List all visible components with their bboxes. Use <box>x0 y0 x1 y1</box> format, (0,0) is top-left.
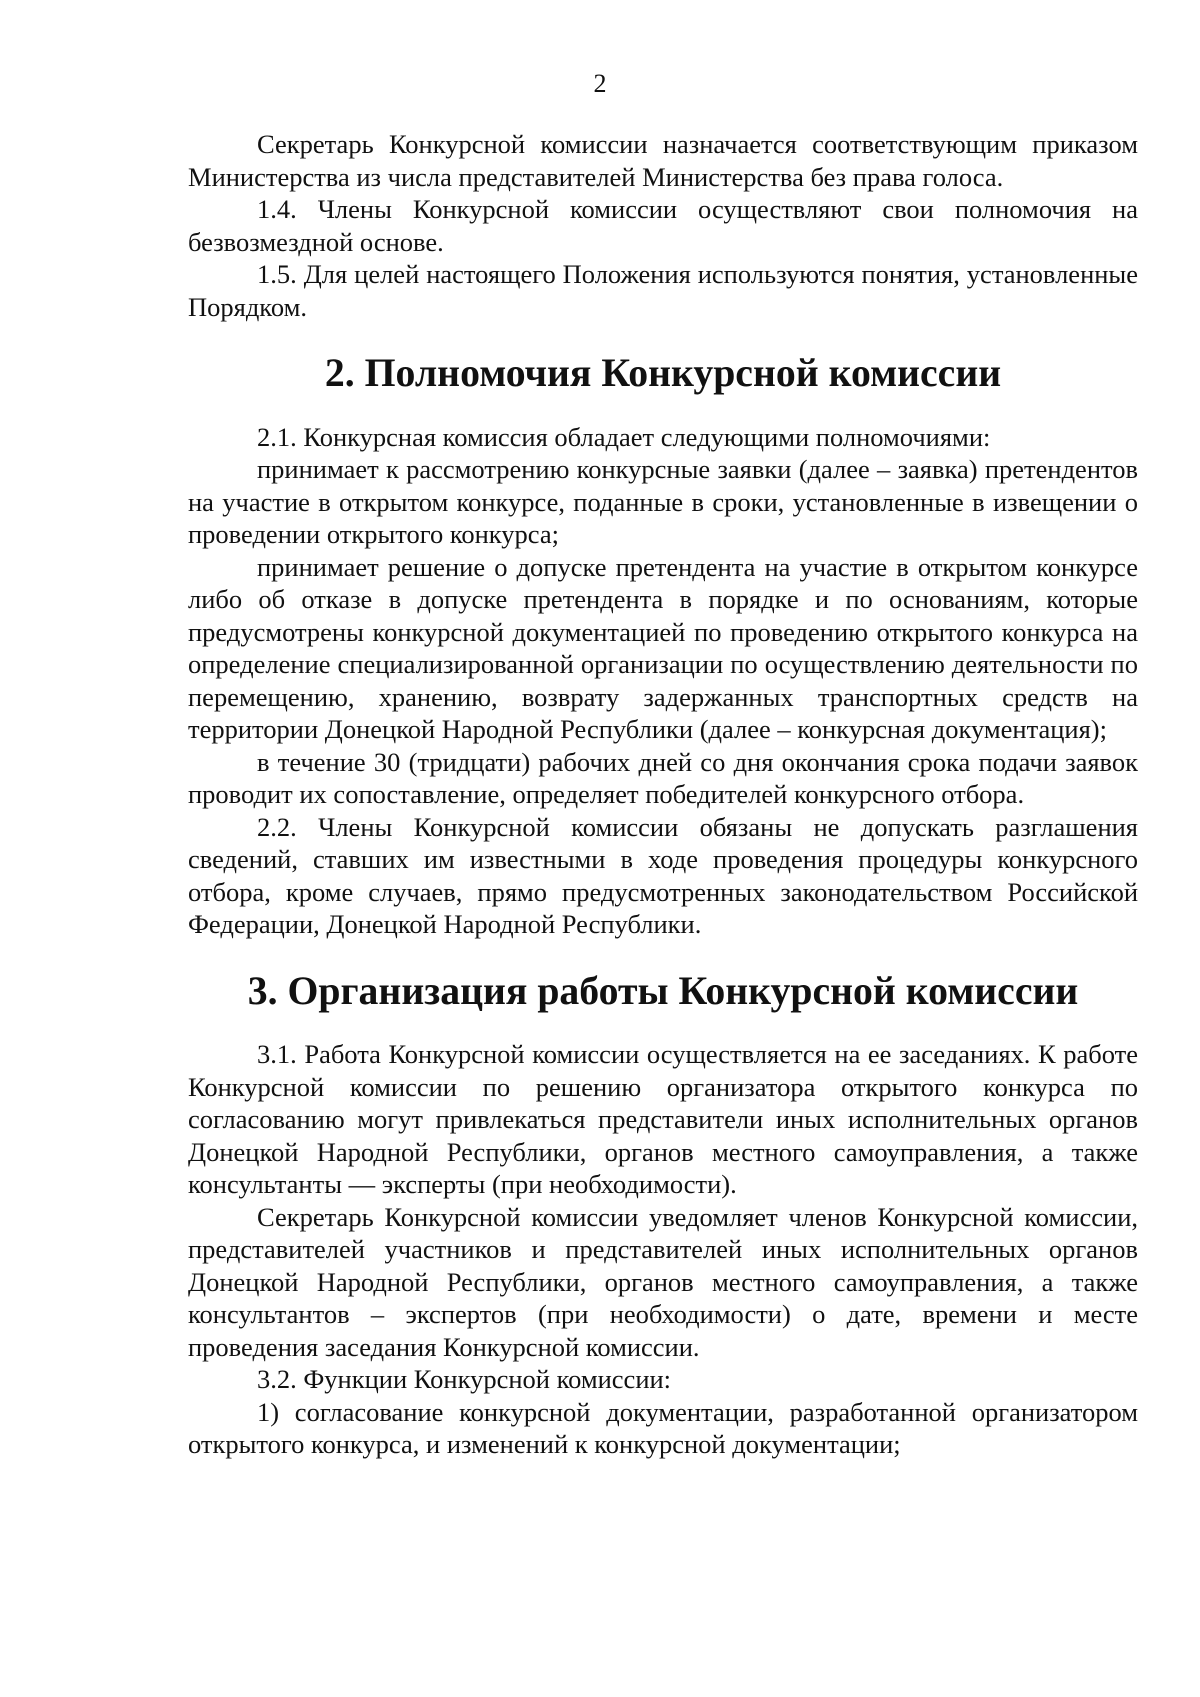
page-number: 2 <box>593 69 607 98</box>
paragraph: 3.2. Функции Конкурсной комиссии: <box>257 1364 672 1394</box>
paragraph: принимает решение о допуске претендента на участие в открытом конкурсе либо об отказе в допуске претендента в порядке и по основаниям, которые предусмотрены конкурсной документацией по проведению открытого конкурса на определение специализированной организации по осуществлению деятельности по перемещению, хранению, возврату задержанных транспортных средств на территории Донецкой Народной Республики (далее – конкурсная документация); <box>188 551 1138 744</box>
paragraph: в течение 30 (тридцати) рабочих дней со дня окончания срока подачи заявок проводит их сопоставление, определяет победителей конкурсного отбора. <box>188 746 1138 809</box>
paragraph: 2.1. Конкурсная комиссия обладает следующими полномочиями: <box>257 421 991 452</box>
document-body <box>188 128 1138 1461</box>
paragraph: Секретарь Конкурсной комиссии уведомляет членов Конкурсной комиссии, представителей участников и представителей иных исполнительных органов Донецкой Народной Республики, органов местного самоуправления, а также консультантов – экспертов (при необходимости) о дате, времени и месте проведения заседания Конкурсной комиссии. <box>188 1201 1138 1362</box>
paragraph: 1.5. Для целей настоящего Положения используются понятия, установленные Порядком. <box>188 259 1138 322</box>
paragraph: Секретарь Конкурсной комиссии назначается соответствующим приказом Министерства из числа представителей Министерства без права голоса. <box>188 129 1138 192</box>
section-heading-2: 2. Полномочия Конкурсной комиссии <box>324 351 1002 395</box>
paragraph: 1.4. Члены Конкурсной комиссии осуществляют свои полномочия на безвозмездной основе. <box>188 194 1138 257</box>
paragraph: 3.1. Работа Конкурсной комиссии осуществляется на ее заседаниях. К работе Конкурсной комиссии по решению организатора открытого конкурса по согласованию могут привлекаться представители иных исполнительных органов Донецкой Народной Республики, органов местного самоуправления, а также консультанты — эксперты (при необходимости). <box>188 1039 1138 1199</box>
paragraph: 1) согласование конкурсной документации, разработанной организатором открытого конкурса, и изменений к конкурсной документации; <box>188 1396 1138 1459</box>
paragraph: принимает к рассмотрению конкурсные заявки (далее – заявка) претендентов на участие в открытом конкурсе, поданные в сроки, установленные в извещении о проведении открытого конкурса; <box>188 454 1138 549</box>
section-heading-3: 3. Организация работы Конкурсной комиссии <box>247 968 1079 1013</box>
paragraph: 2.2. Члены Конкурсной комиссии обязаны не допускать разглашения сведений, ставших им известными в ходе проведения процедуры конкурсного отбора, кроме случаев, прямо предусмотренных законодательством Российской Федерации, Донецкой Народной Республики. <box>188 811 1138 939</box>
